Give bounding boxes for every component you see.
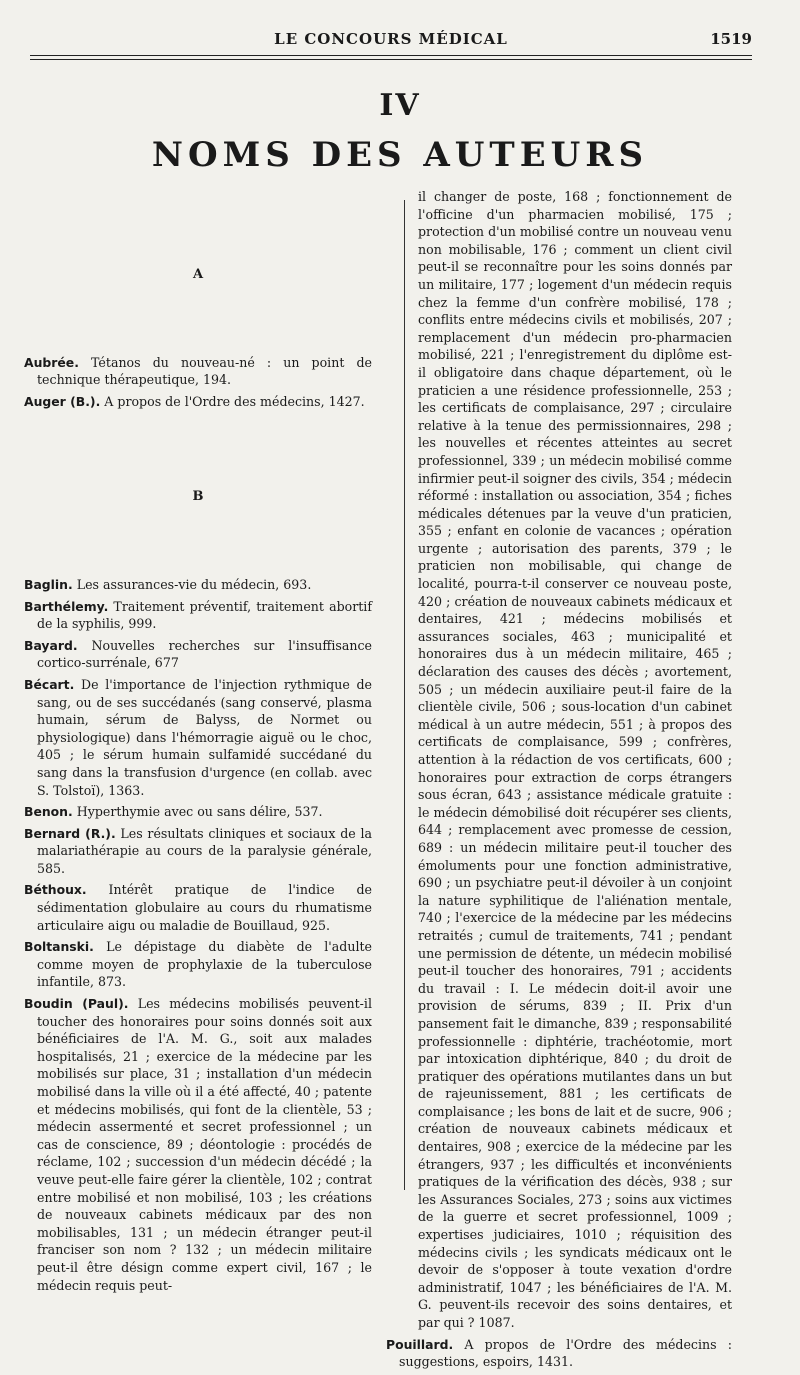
page-header xyxy=(30,30,752,54)
author-entry-boudin xyxy=(24,995,372,1294)
page-number: 1519 xyxy=(710,30,752,48)
running-title: LE CONCOURS MÉDICAL xyxy=(274,30,508,48)
author-works: De l'importance de l'injection rythmique de sang, ou de ses succédanés (sang conservé, plasma humain, sérum de Balyss, de Normet ou physiologique) dans l'hémorragie aiguë ou le choc, 405 ; le sérum humain sulfamidé succédané du sang dans la transfusion d'urgence (en collab. avec S. Tolstoï), 1363. xyxy=(37,676,372,798)
author-works: Les résultats cliniques et sociaux de la malariathérapie au cours de la paralysie générale, 585. xyxy=(37,825,373,876)
author-works: Tétanos du nouveau-né : un point de technique thérapeutique, 194. xyxy=(37,354,372,388)
author-entry-benon xyxy=(24,803,372,821)
right-column xyxy=(386,188,732,1375)
author-entry-auger xyxy=(24,393,372,411)
section-number: IV xyxy=(379,88,421,123)
author-entry-barthelemy xyxy=(24,598,372,633)
author-entry-bethoux xyxy=(24,881,372,934)
author-works: A propos de l'Ordre des médecins : suggestions, espoirs, 1431. xyxy=(399,1336,732,1370)
section-title: NOMS DES AUTEURS xyxy=(151,135,649,175)
author-name: Béthoux. xyxy=(24,882,87,898)
author-name: Boudin (Paul). xyxy=(24,996,129,1012)
letter-heading-a: A xyxy=(192,267,204,282)
author-entry-pouillard xyxy=(386,1336,732,1371)
author-entry-boudin-continued: il changer de poste, 168 ; fonctionnement de l'officine d'un pharmacien mobilisé, 175 ; protection d'un mobilisé contre un nouveau venu non mobilisable, 176 ; comment un client civil peut-il se reconnaître pour les soins donnés par un militaire, 177 ; logement d'un médecin requis chez la femme d'un confrère mobilisé, 178 ; conflits entre médecins civils et mobilisés, 207 ; remplacement d'un médecin pro-pharmacien mobilisé, 221 ; l'enregistrement du diplôme est-il obligatoire dans chaque département, où le praticien a une résidence professionnelle, 253 ; les certificats de complaisance, 297 ; circulaire relative à la tenue des permissionnaires, 298 ; les nouvelles et récentes atteintes au secret professionnel, 339 ; un médecin mobilisé comme infirmier peut-il soigner des civils, 354 ; médecin réformé : installation ou association, 354 ; fiches médicales détenues par la veuve d'un praticien, 355 ; enfant en colonie de vacances ; opération urgente ; autorisation des parents, 379 ; le praticien non mobilisable, qui change de localité, pourra-t-il conserver ce nouveau poste, 420 ; création de nouveaux cabinets médicaux et dentaires, 421 ; médecins mobilisés et assurances sociales, 463 ; municipalité et honoraires dus à un médecin militaire, 465 ; déclaration des causes des décès ; avortement, 505 ; un médecin auxiliaire peut-il faire de la clientèle civile, 506 ; sous-location d'un cabinet médical à un autre médecin, 551 ; à propos des certificats de complaisance, 599 ; confrères, attention à la rédaction de vos certificats, 600 ; honoraires pour extraction de corps étrangers sous écran, 643 ; assistance médicale gratuite : le médecin démobilisé doit récupérer ses clients, 644 ; remplacement avec promesse de cession, 689 : un médecin militaire peut-il toucher des émoluments pour une fonction administrative, 690 ; un psychiatre peut-il dévoiler à un conjoint la nature syphilitique de l'aliénation mentale, 740 ; l'exercice de la médecine par les médecins retraités ; cumul de traitements, 741 ; pendant une permission de détente, un médecin mobilisé peut-il toucher des honoraires, 791 ; accidents du travail : I. Le médecin doit-il avoir une provision de sérums, 839 ; II. Prix d'un pansement fait le dimanche, 839 ; responsabilité professionnelle : diphtérie, trachéotomie, mort par intoxication diphtérique, 840 ; du droit de pratiquer des opérations mutilantes dans un but de rajeunissement, 881 ; les certificats de complaisance ; les bons de lait et de sucre, 906 ; création de nouveaux cabinets médicaux et dentaires, 908 ; exercice de la médecine par les étrangers, 937 ; les difficultés et inconvénients pratiques de la vérification des décès, 938 ; sur les Assurances Sociales, 273 ; soins aux victimes de la guerre et secret professionnel, 1009 ; expertises judiciaires, 1010 ; réquisition des médecins civils ; les syndicats médicaux ont le devoir de s'opposer à toute vexation d'ordre administratif, 1047 ; les bénéficiaires de l'A. M. G. peuvent-ils recevoir des soins dentaires, et par qui ? 1087. xyxy=(418,189,732,1330)
author-works: A propos de l'Ordre des médecins, 1427. xyxy=(100,393,365,409)
author-entry-boltanski xyxy=(24,938,372,991)
author-works: Les assurances-vie du médecin, 693. xyxy=(72,576,312,592)
author-name: Bécart. xyxy=(24,676,75,692)
author-entry-baglin xyxy=(24,576,372,594)
author-name: Aubrée. xyxy=(24,354,79,370)
author-name: Bayard. xyxy=(24,637,78,653)
letter-heading-b: B xyxy=(192,489,204,505)
author-works: Le dépistage du diabète de l'adulte comme moyen de prophylaxie de la tuberculose infantile, 873. xyxy=(37,939,372,990)
author-entry-aubree xyxy=(24,354,372,389)
header-rule xyxy=(30,55,752,56)
author-name: Barthélemy. xyxy=(24,598,109,614)
header-rule-thin xyxy=(30,59,752,60)
author-works: Traitement préventif, traitement abortif de la syphilis, 999. xyxy=(37,598,372,632)
author-name: Pouillard. xyxy=(386,1336,454,1352)
author-name: Auger (B.). xyxy=(24,393,101,409)
author-entry-bernard xyxy=(24,825,372,878)
author-name: Bernard (R.). xyxy=(24,825,116,841)
author-works: Nouvelles recherches sur l'insuffisance cortico-surrénale, 677 xyxy=(37,637,372,671)
author-works: Intérêt pratique de l'indice de sédimentation globulaire au cours du rhumatisme articulaire aigu ou maladie de Bouillaud, 925. xyxy=(37,882,372,933)
author-name: Benon. xyxy=(24,804,73,820)
author-name: Boltanski. xyxy=(24,939,94,955)
author-entry-bayard xyxy=(24,637,372,672)
column-divider xyxy=(404,200,405,1190)
left-column xyxy=(24,190,372,1298)
author-entry-becart xyxy=(24,676,372,799)
author-works: Les médecins mobilisés peuvent-il toucher des honoraires pour soins donnés soit aux bénéficiaires de l'A. M. G., soit aux malades hospitalisés, 21 ; exercice de la médecine par les mobilisés sur place, 31 ; installation d'un médecin mobilisé dans la ville où il a été affecté, 40 ; patente et médecins mobilisés, qui font de la clientèle, 53 ; médecin assermenté et secret professionnel ; un cas de conscience, 89 ; déontologie : procédés de réclame, 102 ; succession d'un médecin décédé ; la veuve peut-elle faire gérer la clientèle, 102 ; contrat entre mobilisé et non mobilisé, 103 ; les créations de nouveaux cabinets médicaux par des non mobilisables, 131 ; un médecin étranger peut-il franciser son nom ? 132 ; un médecin militaire peut-il être désign comme expert civil, 167 ; le médecin requis peut- xyxy=(37,996,372,1293)
author-works: Hyperthymie avec ou sans délire, 537. xyxy=(72,804,323,820)
author-name: Baglin. xyxy=(24,576,73,592)
